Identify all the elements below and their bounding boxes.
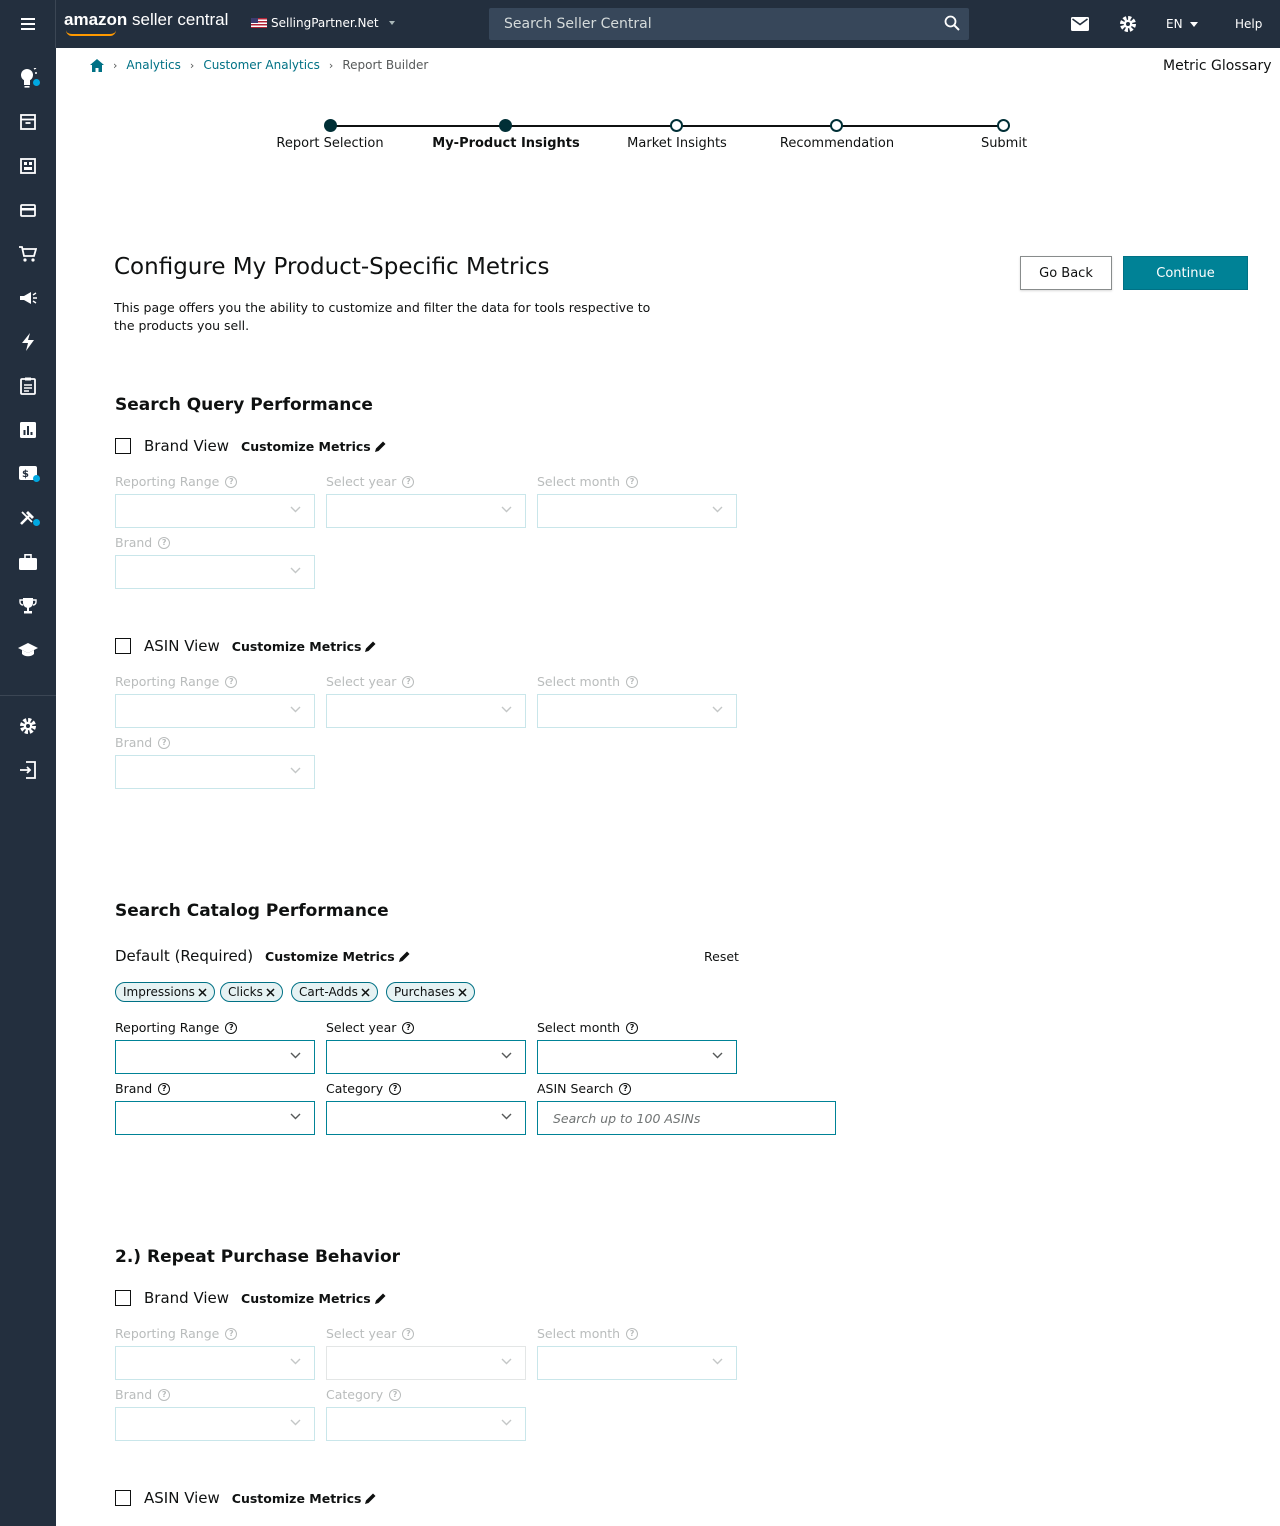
- rpb-brand-brand-select[interactable]: [115, 1407, 315, 1441]
- sqp-asin-reporting-range-select[interactable]: [115, 694, 315, 728]
- customize-metrics-label: Customize Metrics: [241, 438, 371, 454]
- sqp-asin-customize-metrics-link[interactable]: [232, 639, 377, 654]
- step-label-my-product-insights[interactable]: My-Product Insights: [432, 136, 580, 151]
- help-circle-icon: ?: [225, 676, 237, 688]
- field-label-select-month: Select month ?: [537, 474, 638, 489]
- svg-text:$: $: [22, 469, 29, 480]
- customize-metrics-label: Customize Metrics: [231, 638, 362, 654]
- rpb-brand-view-row: [115, 1288, 386, 1308]
- chip-label: Cart-Adds: [299, 985, 358, 999]
- help-circle-icon: ?: [158, 737, 170, 749]
- breadcrumb-current: Report Builder: [342, 58, 429, 72]
- sidebar-orders-cart-icon[interactable]: [0, 232, 56, 276]
- sqp-asin-select-month[interactable]: [537, 694, 737, 728]
- close-icon[interactable]: [266, 988, 275, 997]
- scp-select-year[interactable]: [326, 1040, 526, 1074]
- pencil-icon: [365, 1493, 376, 1504]
- sqp-brand-select-month[interactable]: [537, 494, 737, 528]
- sidebar-tools-icon[interactable]: [0, 496, 56, 540]
- rpb-brand-category-select[interactable]: [326, 1407, 526, 1441]
- chevron-down-icon: [290, 506, 301, 513]
- menu-icon[interactable]: [0, 0, 56, 48]
- field-label-brand: Brand ?: [115, 735, 170, 750]
- left-sidebar: [0, 48, 56, 1526]
- rpb-brand-view-checkbox[interactable]: [115, 1290, 131, 1306]
- field-label-select-year: Select year ?: [326, 474, 414, 489]
- section-title-repeat-purchase-behavior: 2.) Repeat Purchase Behavior: [115, 1247, 401, 1267]
- rpb-brand-customize-metrics-link[interactable]: [241, 1291, 386, 1306]
- step-dot-submit: [997, 119, 1010, 132]
- sidebar-pricing-icon[interactable]: [0, 452, 56, 496]
- chip-label: Clicks: [228, 985, 263, 999]
- amazon-seller-central-logo[interactable]: [64, 10, 228, 30]
- chevron-down-icon: [290, 706, 301, 713]
- help-circle-icon: ?: [626, 476, 638, 488]
- sidebar-reports-clipboard-icon[interactable]: [0, 364, 56, 408]
- go-back-button[interactable]: Go Back: [1020, 256, 1112, 290]
- field-label-select-month: Select month ?: [537, 674, 638, 689]
- mail-icon[interactable]: [1068, 0, 1092, 48]
- help-circle-icon: ?: [626, 676, 638, 688]
- help-circle-icon: ?: [626, 1328, 638, 1340]
- help-circle-icon: ?: [402, 676, 414, 688]
- customize-metrics-label: Customize Metrics: [231, 1490, 362, 1506]
- stepper-track: [330, 125, 1004, 127]
- language-label: EN: [1166, 17, 1183, 31]
- asin-search-input[interactable]: [537, 1101, 836, 1135]
- sqp-brand-brand-select[interactable]: [115, 555, 315, 589]
- chevron-down-icon: [712, 506, 723, 513]
- field-label-select-year: Select year ?: [326, 1020, 414, 1035]
- sidebar-divider: [0, 695, 56, 696]
- chevron-down-icon: [290, 767, 301, 774]
- page-title: Configure My Product-Specific Metrics: [114, 254, 550, 280]
- help-circle-icon: ?: [619, 1083, 631, 1095]
- field-label-select-month: Select month ?: [537, 1326, 638, 1341]
- field-label-category: Category ?: [326, 1387, 401, 1402]
- rpb-brand-select-month[interactable]: [537, 1346, 737, 1380]
- pencil-icon: [399, 951, 410, 962]
- sidebar-settings-gear-icon[interactable]: [0, 704, 56, 748]
- chevron-down-icon: [290, 1419, 301, 1426]
- logo-smile-icon: [66, 30, 116, 36]
- logo-text: seller central: [127, 10, 229, 29]
- section-title-search-catalog-performance: Search Catalog Performance: [115, 901, 389, 921]
- metric-chip-purchases: [386, 982, 475, 1002]
- scp-reporting-range-select[interactable]: [115, 1040, 315, 1074]
- caret-down-icon: [1190, 22, 1198, 27]
- help-circle-icon: ?: [225, 1022, 237, 1034]
- close-icon[interactable]: [198, 988, 207, 997]
- scp-select-month[interactable]: [537, 1040, 737, 1074]
- page-description: This page offers you the ability to customize and filter the data for tools respective to the products you sell.: [114, 300, 651, 333]
- step-label-recommendation[interactable]: Recommendation: [779, 136, 895, 151]
- help-circle-icon: ?: [225, 1328, 237, 1340]
- us-flag-icon: [251, 18, 267, 28]
- metric-glossary-link[interactable]: Metric Glossary: [1163, 58, 1272, 74]
- step-dot-my-product-insights: [499, 119, 512, 132]
- continue-button[interactable]: Continue: [1123, 256, 1248, 290]
- chevron-down-icon: [501, 1113, 512, 1120]
- top-navigation-bar: [0, 0, 1280, 48]
- field-label-reporting-range: Reporting Range ?: [115, 474, 237, 489]
- sidebar-sign-out-icon[interactable]: [0, 748, 56, 792]
- sqp-brand-view-row: [115, 436, 386, 456]
- customize-metrics-label: Customize Metrics: [241, 1290, 371, 1306]
- field-label-brand: Brand ?: [115, 1387, 170, 1402]
- field-label-select-year: Select year ?: [326, 674, 414, 689]
- pencil-icon: [375, 441, 386, 452]
- step-label-report-selection[interactable]: Report Selection: [276, 136, 384, 151]
- breadcrumb-customer-analytics[interactable]: Customer Analytics: [203, 58, 320, 72]
- help-link[interactable]: Help: [1235, 17, 1263, 31]
- rpb-brand-view-label: Brand View: [144, 1289, 230, 1307]
- language-selector[interactable]: [1166, 17, 1198, 31]
- section-title-search-query-performance: Search Query Performance: [115, 395, 373, 415]
- chevron-down-icon: [501, 506, 512, 513]
- chevron-down-icon: [290, 1113, 301, 1120]
- chevron-down-icon: [290, 1052, 301, 1059]
- field-label-select-year: Select year ?: [326, 1326, 414, 1341]
- logo-bold-text: amazon: [64, 10, 128, 29]
- sqp-brand-reporting-range-select[interactable]: [115, 494, 315, 528]
- sqp-asin-view-checkbox[interactable]: [115, 638, 131, 654]
- chevron-right-icon: ›: [328, 58, 334, 72]
- search-icon[interactable]: [944, 15, 960, 31]
- chevron-down-icon: [501, 1358, 512, 1365]
- rpb-brand-reporting-range-select[interactable]: [115, 1346, 315, 1380]
- sqp-asin-select-year[interactable]: [326, 694, 526, 728]
- close-icon[interactable]: [458, 988, 467, 997]
- help-circle-icon: ?: [225, 476, 237, 488]
- search-input[interactable]: [489, 8, 929, 40]
- home-icon[interactable]: [90, 59, 104, 72]
- sidebar-inventory-icon[interactable]: [0, 100, 56, 144]
- step-label-market-insights[interactable]: Market Insights: [627, 136, 727, 151]
- pencil-icon: [375, 1293, 386, 1304]
- reset-link[interactable]: Reset: [704, 949, 739, 964]
- rpb-asin-view-row: [115, 1488, 376, 1508]
- field-label-reporting-range: Reporting Range ?: [115, 1020, 237, 1035]
- rpb-asin-customize-metrics-link[interactable]: [232, 1491, 377, 1506]
- help-circle-icon: ?: [389, 1389, 401, 1401]
- help-circle-icon: ?: [626, 1022, 638, 1034]
- sidebar-growth-lightning-icon[interactable]: [0, 320, 56, 364]
- marketplace-label: SellingPartner.Net: [271, 16, 379, 30]
- field-label-brand: Brand ?: [115, 1081, 170, 1096]
- step-dot-report-selection: [324, 119, 337, 132]
- scp-default-row: [115, 946, 410, 966]
- chip-label: Impressions: [123, 985, 195, 999]
- help-circle-icon: ?: [158, 1389, 170, 1401]
- sidebar-trophy-icon[interactable]: [0, 584, 56, 628]
- chevron-down-icon: [290, 567, 301, 574]
- sidebar-catalog-icon[interactable]: [0, 144, 56, 188]
- pencil-icon: [365, 641, 376, 652]
- scp-category-select[interactable]: [326, 1101, 526, 1135]
- help-circle-icon: ?: [402, 1328, 414, 1340]
- rpb-brand-select-year[interactable]: [326, 1346, 526, 1380]
- help-circle-icon: ?: [402, 476, 414, 488]
- scp-default-required-label: Default (Required): [115, 947, 254, 965]
- field-label-reporting-range: Reporting Range ?: [115, 674, 237, 689]
- sqp-brand-view-checkbox[interactable]: [115, 438, 131, 454]
- scp-brand-select[interactable]: [115, 1101, 315, 1135]
- help-circle-icon: ?: [402, 1022, 414, 1034]
- chevron-right-icon: ›: [189, 58, 195, 72]
- sqp-brand-select-year[interactable]: [326, 494, 526, 528]
- chip-label: Purchases: [394, 985, 455, 999]
- step-dot-market-insights: [670, 119, 683, 132]
- chevron-down-icon: [712, 1052, 723, 1059]
- sidebar-advertising-megaphone-icon[interactable]: [0, 276, 56, 320]
- field-label-reporting-range: Reporting Range ?: [115, 1326, 237, 1341]
- help-circle-icon: ?: [389, 1083, 401, 1095]
- breadcrumb: [90, 58, 428, 72]
- sidebar-payments-icon[interactable]: [0, 188, 56, 232]
- chevron-down-icon: [290, 1358, 301, 1365]
- chevron-down-icon: [712, 706, 723, 713]
- sqp-brand-customize-metrics-link[interactable]: [241, 439, 386, 454]
- sidebar-lightbulb-icon[interactable]: [0, 56, 56, 100]
- chevron-down-icon: [501, 1052, 512, 1059]
- sqp-asin-view-label: ASIN View: [144, 637, 220, 655]
- marketplace-selector[interactable]: [251, 16, 395, 30]
- chevron-down-icon: [501, 1419, 512, 1426]
- sidebar-analytics-chart-icon[interactable]: [0, 408, 56, 452]
- field-label-brand: Brand ?: [115, 535, 170, 550]
- step-dot-recommendation: [830, 119, 843, 132]
- field-label-asin-search: ASIN Search ?: [537, 1081, 631, 1096]
- field-label-category: Category ?: [326, 1081, 401, 1096]
- search-bar: [489, 8, 969, 40]
- chevron-down-icon: [712, 1358, 723, 1365]
- scp-customize-metrics-link[interactable]: [265, 949, 410, 964]
- sqp-asin-view-row: [115, 636, 376, 656]
- sqp-brand-view-label: Brand View: [144, 437, 230, 455]
- sidebar-briefcase-icon[interactable]: [0, 540, 56, 584]
- metric-chip-cart-adds: [291, 982, 378, 1002]
- metric-chip-impressions: [115, 982, 215, 1002]
- rpb-asin-view-checkbox[interactable]: [115, 1490, 131, 1506]
- chevron-down-icon: [501, 706, 512, 713]
- help-circle-icon: ?: [158, 1083, 170, 1095]
- metric-chip-clicks: [220, 982, 283, 1002]
- help-circle-icon: ?: [158, 537, 170, 549]
- customize-metrics-label: Customize Metrics: [265, 948, 395, 964]
- settings-gear-icon[interactable]: [1116, 0, 1140, 48]
- sidebar-learning-cap-icon[interactable]: [0, 628, 56, 672]
- caret-down-icon: [389, 21, 395, 25]
- field-label-select-month: Select month ?: [537, 1020, 638, 1035]
- breadcrumb-analytics[interactable]: Analytics: [126, 58, 181, 72]
- step-label-submit[interactable]: Submit: [980, 136, 1028, 151]
- sqp-asin-brand-select[interactable]: [115, 755, 315, 789]
- chevron-right-icon: ›: [113, 58, 118, 72]
- close-icon[interactable]: [361, 988, 370, 997]
- rpb-asin-view-label: ASIN View: [144, 1489, 220, 1507]
